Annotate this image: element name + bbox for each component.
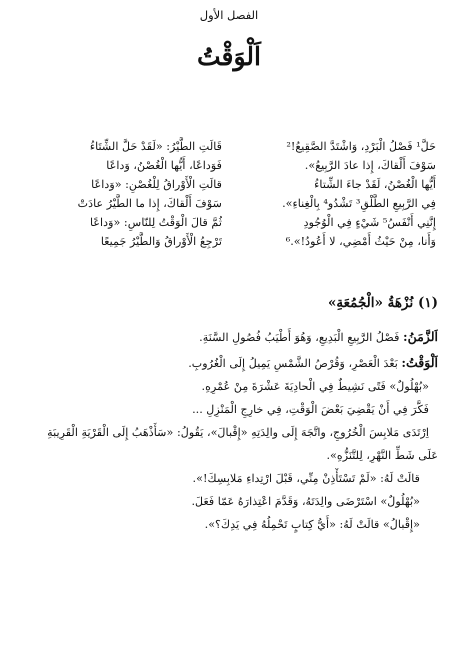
poem xyxy=(26,137,436,251)
line-text: بَعْدَ الْعَصْرِ، وَقُرْصُ الشَّمْسِ يَمِيلُ إِلَى الْغُرُوبِ. xyxy=(188,357,402,370)
page-title: اَلْوَقْتُ xyxy=(197,42,261,71)
line-text: عَلَى شَطِّ النَّهْرِ، لِلتَّنَزُّهِ». xyxy=(326,449,438,462)
poem-line: فَوَداعًا، أَيُّها الْغُصْنُ، وَداعًا xyxy=(106,159,222,172)
dialogue-entry xyxy=(20,352,438,374)
poem-line: سَوْفَ أَلْقاكَ، إِذا ما الطَّيْرُ عادَتْ xyxy=(77,197,222,210)
poem-line: فِي الرَّبِيعِ الطَّلْقِ³ تَشْدُو⁴ بِالْغِناءِ». xyxy=(282,197,436,210)
paragraph-line xyxy=(20,422,438,443)
poem-line: وَأَنا، مِنْ حَيْثُ أَمْضِي، لا أَعُودُ!».⁶ xyxy=(285,235,436,248)
poem-line: تَرْجِعُ الْأَوْراقُ وَالطَّيْرُ جَمِيعًا xyxy=(100,235,222,248)
line-text: اِرْتَدَى مَلابِسَ الْخُرُوجِ، واتَّجَهَ إِلَى والِدَتِهِ «إِقْبالَ»، يَقُولُ: «سَأَذْهَبُ إِلَى الْقَرْيَةِ الْقَرِيبَةِ xyxy=(47,426,429,439)
line-text: «بُهْلُولٌ» اسْتَرْضَى والِدَتَهُ، وَقَدَّمَ اعْتِذارَهُ عَمّا فَعَلَ. xyxy=(191,495,420,508)
line-text: «إِقْبالُ» قالَتْ لَهُ: «أَيُّ كِتابٍ تَحْمِلُهُ فِي يَدِكَ؟». xyxy=(204,518,420,531)
line-text: «بُهْلُولٌ» فَتًى نَشِيطٌ فِي الْحادِيَةَ عَشْرَةَ مِنْ عُمْرِهِ. xyxy=(201,380,429,393)
poem-line: قَالَتِ الطَّيْرُ: «لَقَدْ حَلَّ الشِّتَاءُ xyxy=(89,140,222,153)
chapter-header: الفصل الأول xyxy=(199,8,259,22)
paragraph-line xyxy=(20,399,438,420)
section-heading xyxy=(18,295,438,311)
section-title: نُزْهَةُ «الْجُمُعَةِ» xyxy=(327,295,414,311)
line-text: قالَتْ لَهُ: «لَمْ تَسْتَأْذِنْ مِنِّي، قَبْلَ ارْتِداءِ مَلابِسِكَ!». xyxy=(192,472,420,485)
paragraph-line xyxy=(20,445,438,466)
poem-line: حَلَّ¹ فَصْلُ الْبَرْدِ، وَاشْتَدَّ الصَّقِيعُ!² xyxy=(286,140,436,153)
poem-left-hemistichs xyxy=(240,137,436,251)
poem-line: سَوْفَ أَلْقاكَ، إِذا عادَ الرَّبِيعُ». xyxy=(304,159,436,172)
poem-line: أَيُّها الْغُصْنُ، لَقَدْ جاءَ الشِّتاءُ xyxy=(314,178,436,191)
poem-line: ثُمَّ قالَ الْوَقْتُ لِلنّاسِ: «وَداعًا xyxy=(89,216,222,229)
story-text xyxy=(20,326,438,535)
poem-right-hemistichs xyxy=(26,137,222,251)
line-text: فَكَّرَ فِي أَنْ يَقْضِيَ بَعْضَ الْوَقْتِ، فِي خارِجِ الْمَنْزِلِ ... xyxy=(192,403,429,416)
paragraph-line xyxy=(20,514,438,535)
line-text: فَصْلُ الرَّبِيعِ الْبَدِيعِ، وَهُوَ أَطْيَبُ فُصُولِ السَّنَةِ. xyxy=(199,331,403,344)
poem-line: إِنَّنِي أَنْفَسُ⁵ شَيْءٍ فِي الْوُجُودِ xyxy=(303,216,436,229)
speaker-label: اَلْوَقْتُ: xyxy=(401,355,438,370)
paragraph-line xyxy=(20,376,438,397)
poem-line: قالَتِ الْأَوْراقُ لِلْغُصْنِ: «وَداعًا xyxy=(91,178,222,191)
paragraph-line xyxy=(20,468,438,489)
section-number: (١) xyxy=(417,295,438,311)
speaker-label: اَلزَّمَنُ: xyxy=(402,329,438,344)
paragraph-line xyxy=(20,491,438,512)
dialogue-entry xyxy=(20,326,438,348)
